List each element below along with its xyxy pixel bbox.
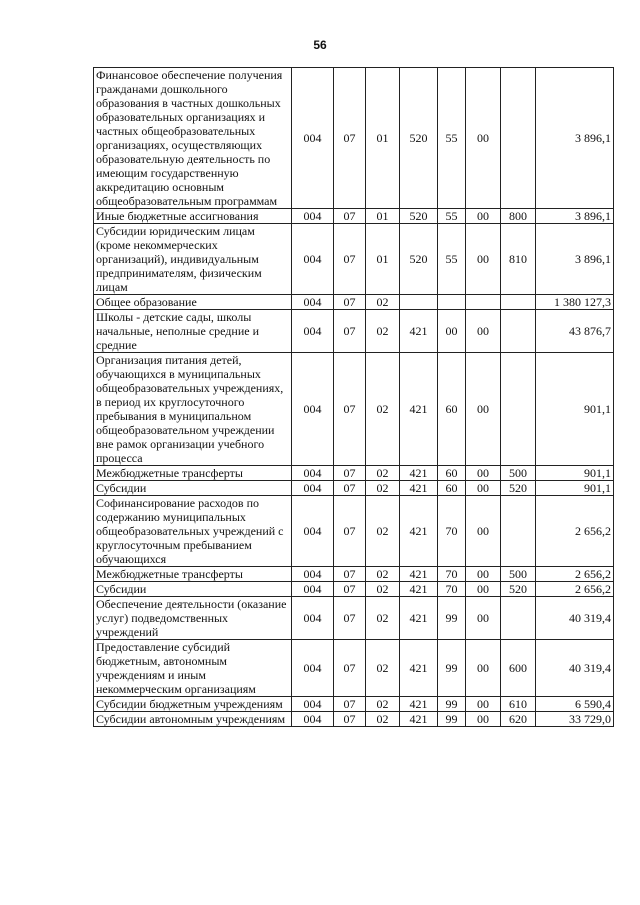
subsection-code-cell: 01 xyxy=(366,224,400,295)
table-row xyxy=(94,567,614,582)
target-article-code-2-cell: 55 xyxy=(438,209,466,224)
item-name-cell: Школы - детские сады, школы начальные, неполные средние и средние xyxy=(94,310,292,353)
target-article-code-1-cell: 520 xyxy=(400,68,438,209)
section-code-cell: 07 xyxy=(334,310,366,353)
amount-cell: 2 656,2 xyxy=(536,582,614,597)
table-row xyxy=(94,712,614,727)
subsection-code-cell: 02 xyxy=(366,466,400,481)
section-code-cell: 07 xyxy=(334,68,366,209)
item-name-cell: Субсидии xyxy=(94,582,292,597)
target-article-code-1-cell: 421 xyxy=(400,466,438,481)
ministry-code-cell: 004 xyxy=(292,224,334,295)
table-row xyxy=(94,640,614,697)
item-name-cell: Общее образование xyxy=(94,295,292,310)
table-row xyxy=(94,310,614,353)
target-article-code-3-cell: 00 xyxy=(466,310,501,353)
target-article-code-3-cell: 00 xyxy=(466,640,501,697)
section-code-cell: 07 xyxy=(334,697,366,712)
target-article-code-3-cell: 00 xyxy=(466,481,501,496)
expense-type-code-cell xyxy=(501,310,536,353)
ministry-code-cell: 004 xyxy=(292,466,334,481)
ministry-code-cell: 004 xyxy=(292,481,334,496)
table-row xyxy=(94,353,614,466)
expense-type-code-cell xyxy=(501,68,536,209)
item-name-cell: Субсидии автономным учреждениям xyxy=(94,712,292,727)
table-row xyxy=(94,697,614,712)
target-article-code-2-cell: 55 xyxy=(438,224,466,295)
target-article-code-2-cell xyxy=(438,295,466,310)
target-article-code-1-cell: 421 xyxy=(400,353,438,466)
section-code-cell: 07 xyxy=(334,466,366,481)
target-article-code-3-cell: 00 xyxy=(466,712,501,727)
target-article-code-3-cell: 00 xyxy=(466,209,501,224)
item-name-cell: Иные бюджетные ассигнования xyxy=(94,209,292,224)
target-article-code-3-cell: 00 xyxy=(466,582,501,597)
target-article-code-1-cell: 421 xyxy=(400,697,438,712)
amount-cell: 901,1 xyxy=(536,481,614,496)
target-article-code-1-cell: 421 xyxy=(400,640,438,697)
target-article-code-3-cell xyxy=(466,295,501,310)
subsection-code-cell: 02 xyxy=(366,697,400,712)
target-article-code-2-cell: 99 xyxy=(438,712,466,727)
target-article-code-1-cell: 421 xyxy=(400,582,438,597)
expense-type-code-cell: 520 xyxy=(501,582,536,597)
budget-table xyxy=(93,67,614,727)
expense-type-code-cell: 810 xyxy=(501,224,536,295)
subsection-code-cell: 02 xyxy=(366,567,400,582)
expense-type-code-cell: 610 xyxy=(501,697,536,712)
target-article-code-2-cell: 70 xyxy=(438,567,466,582)
section-code-cell: 07 xyxy=(334,224,366,295)
expense-type-code-cell: 520 xyxy=(501,481,536,496)
item-name-cell: Предоставление субсидий бюджетным, автономным учреждениям и иным некоммерческим организациям xyxy=(94,640,292,697)
target-article-code-2-cell: 99 xyxy=(438,597,466,640)
target-article-code-2-cell: 70 xyxy=(438,582,466,597)
target-article-code-2-cell: 60 xyxy=(438,353,466,466)
target-article-code-3-cell: 00 xyxy=(466,567,501,582)
section-code-cell: 07 xyxy=(334,496,366,567)
item-name-cell: Субсидии xyxy=(94,481,292,496)
expense-type-code-cell xyxy=(501,597,536,640)
item-name-cell: Межбюджетные трансферты xyxy=(94,567,292,582)
amount-cell: 40 319,4 xyxy=(536,597,614,640)
table-row xyxy=(94,295,614,310)
amount-cell: 43 876,7 xyxy=(536,310,614,353)
target-article-code-3-cell: 00 xyxy=(466,68,501,209)
table-row xyxy=(94,224,614,295)
amount-cell: 3 896,1 xyxy=(536,68,614,209)
expense-type-code-cell: 620 xyxy=(501,712,536,727)
section-code-cell: 07 xyxy=(334,640,366,697)
ministry-code-cell: 004 xyxy=(292,496,334,567)
section-code-cell: 07 xyxy=(334,295,366,310)
target-article-code-1-cell: 421 xyxy=(400,310,438,353)
section-code-cell: 07 xyxy=(334,209,366,224)
amount-cell: 901,1 xyxy=(536,353,614,466)
table-row xyxy=(94,481,614,496)
subsection-code-cell: 02 xyxy=(366,295,400,310)
subsection-code-cell: 02 xyxy=(366,310,400,353)
ministry-code-cell: 004 xyxy=(292,209,334,224)
ministry-code-cell: 004 xyxy=(292,697,334,712)
table-row xyxy=(94,597,614,640)
expense-type-code-cell xyxy=(501,295,536,310)
subsection-code-cell: 02 xyxy=(366,481,400,496)
ministry-code-cell: 004 xyxy=(292,353,334,466)
ministry-code-cell: 004 xyxy=(292,310,334,353)
item-name-cell: Субсидии юридическим лицам (кроме некоммерческих организаций), индивидуальным предпринимателям, физическим лицам xyxy=(94,224,292,295)
ministry-code-cell: 004 xyxy=(292,68,334,209)
table-row xyxy=(94,209,614,224)
amount-cell: 33 729,0 xyxy=(536,712,614,727)
amount-cell: 901,1 xyxy=(536,466,614,481)
ministry-code-cell: 004 xyxy=(292,597,334,640)
target-article-code-1-cell: 421 xyxy=(400,597,438,640)
item-name-cell: Финансовое обеспечение получения гражданами дошкольного образования в частных дошкольных образовательных организациях и частных общеобразовательных организациях, осуществляющих образовательную деятельность по имеющим государственную аккредитацию основным общеобразовательным программам xyxy=(94,68,292,209)
ministry-code-cell: 004 xyxy=(292,295,334,310)
table-row xyxy=(94,496,614,567)
target-article-code-1-cell: 520 xyxy=(400,209,438,224)
target-article-code-2-cell: 60 xyxy=(438,481,466,496)
item-name-cell: Межбюджетные трансферты xyxy=(94,466,292,481)
section-code-cell: 07 xyxy=(334,597,366,640)
target-article-code-1-cell: 421 xyxy=(400,712,438,727)
table-row xyxy=(94,582,614,597)
section-code-cell: 07 xyxy=(334,353,366,466)
item-name-cell: Софинансирование расходов по содержанию муниципальных общеобразовательных учреждений с круглосуточным пребыванием обучающихся xyxy=(94,496,292,567)
item-name-cell: Субсидии бюджетным учреждениям xyxy=(94,697,292,712)
target-article-code-3-cell: 00 xyxy=(466,597,501,640)
ministry-code-cell: 004 xyxy=(292,712,334,727)
expense-type-code-cell xyxy=(501,496,536,567)
section-code-cell: 07 xyxy=(334,481,366,496)
subsection-code-cell: 02 xyxy=(366,640,400,697)
ministry-code-cell: 004 xyxy=(292,567,334,582)
section-code-cell: 07 xyxy=(334,712,366,727)
amount-cell: 3 896,1 xyxy=(536,224,614,295)
amount-cell: 40 319,4 xyxy=(536,640,614,697)
target-article-code-1-cell: 520 xyxy=(400,224,438,295)
subsection-code-cell: 02 xyxy=(366,597,400,640)
table-row xyxy=(94,68,614,209)
subsection-code-cell: 02 xyxy=(366,496,400,567)
target-article-code-1-cell: 421 xyxy=(400,496,438,567)
subsection-code-cell: 02 xyxy=(366,712,400,727)
target-article-code-2-cell: 99 xyxy=(438,640,466,697)
target-article-code-3-cell: 00 xyxy=(466,496,501,567)
target-article-code-3-cell: 00 xyxy=(466,353,501,466)
target-article-code-3-cell: 00 xyxy=(466,224,501,295)
section-code-cell: 07 xyxy=(334,582,366,597)
section-code-cell: 07 xyxy=(334,567,366,582)
item-name-cell: Обеспечение деятельности (оказание услуг) подведомственных учреждений xyxy=(94,597,292,640)
target-article-code-1-cell: 421 xyxy=(400,567,438,582)
subsection-code-cell: 01 xyxy=(366,68,400,209)
target-article-code-1-cell: 421 xyxy=(400,481,438,496)
expense-type-code-cell: 800 xyxy=(501,209,536,224)
table-row xyxy=(94,466,614,481)
target-article-code-2-cell: 99 xyxy=(438,697,466,712)
subsection-code-cell: 02 xyxy=(366,582,400,597)
target-article-code-2-cell: 55 xyxy=(438,68,466,209)
expense-type-code-cell: 500 xyxy=(501,466,536,481)
target-article-code-3-cell: 00 xyxy=(466,466,501,481)
subsection-code-cell: 02 xyxy=(366,353,400,466)
ministry-code-cell: 004 xyxy=(292,582,334,597)
target-article-code-2-cell: 70 xyxy=(438,496,466,567)
expense-type-code-cell xyxy=(501,353,536,466)
amount-cell: 2 656,2 xyxy=(536,496,614,567)
amount-cell: 3 896,1 xyxy=(536,209,614,224)
amount-cell: 6 590,4 xyxy=(536,697,614,712)
amount-cell: 1 380 127,3 xyxy=(536,295,614,310)
target-article-code-1-cell xyxy=(400,295,438,310)
ministry-code-cell: 004 xyxy=(292,640,334,697)
amount-cell: 2 656,2 xyxy=(536,567,614,582)
expense-type-code-cell: 600 xyxy=(501,640,536,697)
item-name-cell: Организация питания детей, обучающихся в муниципальных общеобразовательных учреждениях, в период их круглосуточного пребывания в муниципальном общеобразовательном учреждении вне рамок организации учебного процесса xyxy=(94,353,292,466)
subsection-code-cell: 01 xyxy=(366,209,400,224)
page-number: 56 xyxy=(313,38,327,52)
expense-type-code-cell: 500 xyxy=(501,567,536,582)
target-article-code-3-cell: 00 xyxy=(466,697,501,712)
target-article-code-2-cell: 00 xyxy=(438,310,466,353)
target-article-code-2-cell: 60 xyxy=(438,466,466,481)
